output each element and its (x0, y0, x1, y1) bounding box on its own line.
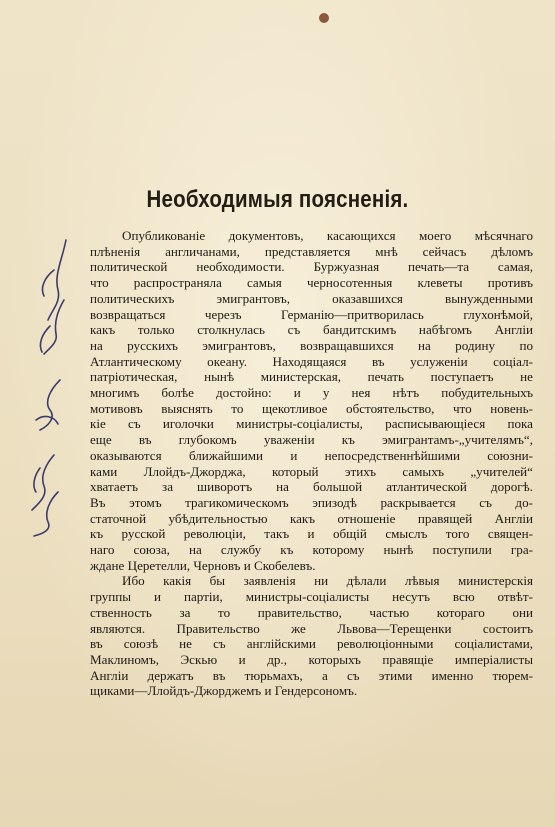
text-line: кіе съ иголочки министры-соціалисты, расписывающіеся пока (90, 416, 533, 432)
text-line: Маклиномъ, Эскью и др., которыхъ правящіе имперіалисты (90, 651, 533, 667)
text-line: патріотическая, нынѣ министерская, печать поступаетъ не (90, 369, 533, 385)
text-line: что распространяла самыя черносотенныя клеветы противъ (90, 275, 533, 291)
text-line: Опубликованіе документовъ, касающихся моего мѣсячнаго (122, 228, 533, 243)
text-line: наго союза, на службу къ которому нынѣ поступили гра- (90, 542, 533, 558)
text-line: къ русской революціи, такъ и общій смыслъ того священ- (90, 526, 533, 542)
text-line: плѣненія англичанами, представляется мнѣ сейчасъ дѣломъ (90, 243, 533, 259)
text-line: Англіи держатъ въ тюрьмахъ, а съ этими именно тюрем- (90, 667, 533, 683)
text-line: оказываются ближайшими и непосредственнѣйшими союзни- (90, 447, 533, 463)
text-line: статочной убѣдительностью какъ отношеніе правящей Англіи (90, 510, 533, 526)
text-line: какъ только столкнулась съ бандитскимъ набѣгомъ Англіи (90, 322, 533, 338)
text-line: Атлантическому океану. Находящаяся въ услуженіи соціал- (90, 353, 533, 369)
text-line: ственность за то правительство, частью котораго они (90, 604, 533, 620)
text-line: возвращаться черезъ Германію—притворилась глухонѣмой, (90, 306, 533, 322)
text-line: ками Ллойдъ-Джорджа, который этихъ самыхъ „учителей“ (90, 463, 533, 479)
text-line: въ союзѣ не съ англійскими революціонными соціалистами, (90, 636, 533, 652)
page-title: Необходимыя поясненія. (146, 185, 409, 213)
text-line: Ибо какія бы заявленія ни дѣлали лѣвыя министерскія (122, 573, 533, 589)
margin-handwriting-signature (14, 230, 84, 540)
text-line: еще въ глубокомъ уваженіи къ эмигрантамъ-„учителямъ“, (90, 432, 533, 448)
text-line: мотивовъ выяснять то щекотливое обстоятельство, что новень- (90, 400, 533, 416)
text-line: на русскихъ эмигрантовъ, возвращавшихся на родину по (90, 337, 533, 353)
ink-stain (319, 13, 329, 23)
text-line: группы и партіи, министры-соціалисты несутъ всю отвѣт- (90, 589, 533, 605)
text-line: многимъ болѣе достойно: и у нея нѣтъ побудительныхъ (90, 385, 533, 401)
body-text (90, 228, 533, 699)
text-line: являются. Правительство же Львова—Терещенки состоитъ (90, 620, 533, 636)
text-line: политической необходимости. Буржуазная печать—та самая, (90, 259, 533, 275)
text-line: Въ этомъ трагикомическомъ эпизодѣ раскрывается съ до- (90, 494, 533, 510)
text-line: ждане Церетелли, Черновъ и Скобелевъ. (90, 557, 316, 573)
text-line: политическихъ эмигрантовъ, оказавшихся вынужденными (90, 290, 533, 306)
text-line: хватаетъ за шиворотъ на большой атлантической дорогѣ. (90, 479, 533, 495)
text-line: щиками—Ллойдъ-Джорджемъ и Гендерсономъ. (90, 683, 358, 699)
